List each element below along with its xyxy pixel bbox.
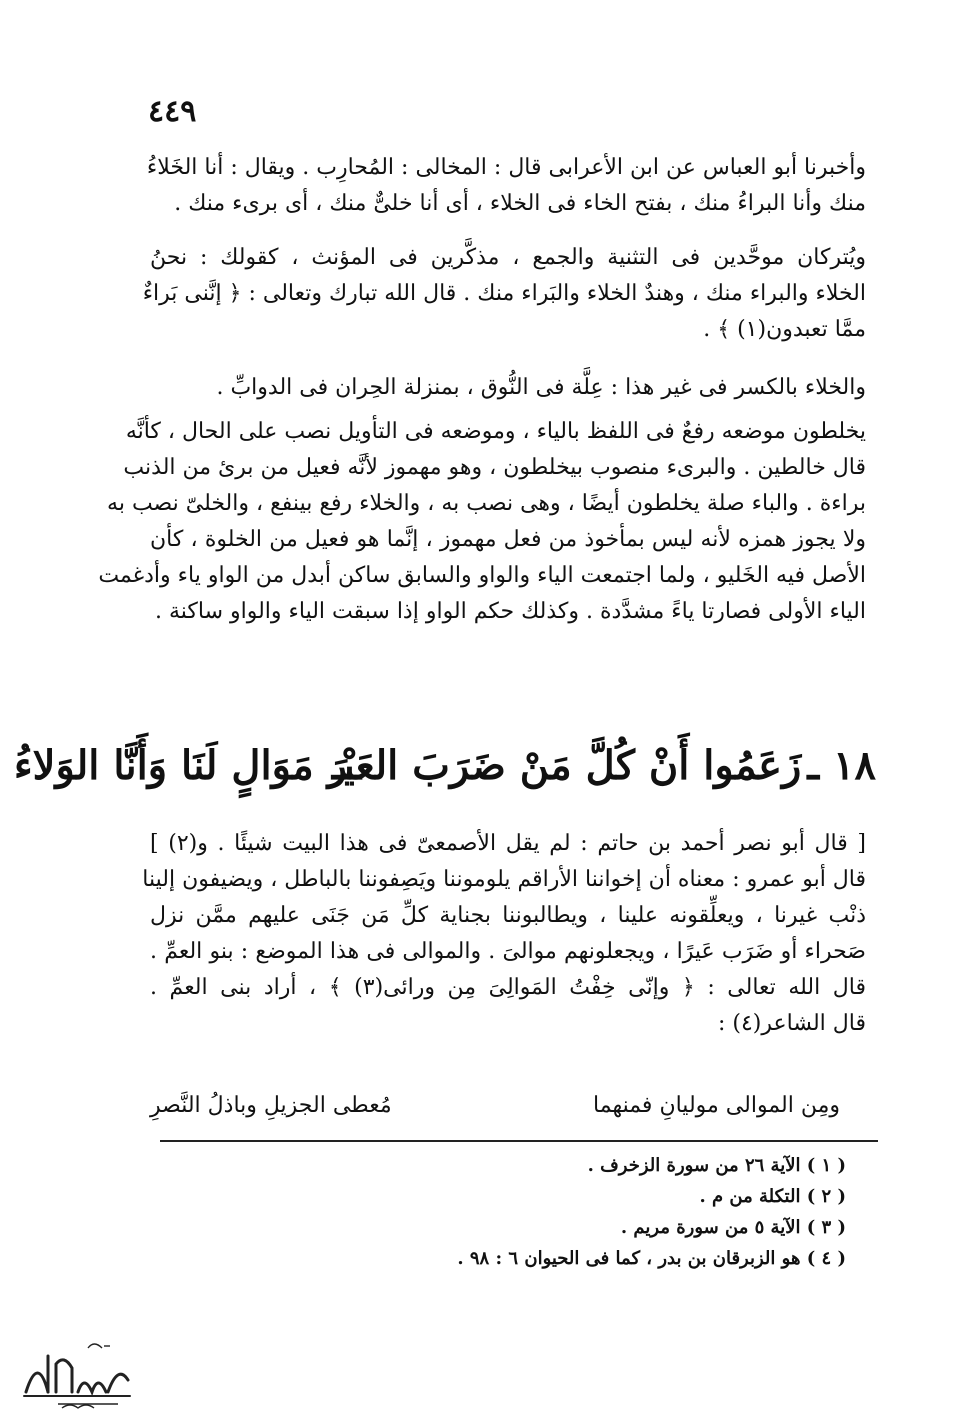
paragraph [150, 370, 866, 406]
paragraph [98, 414, 866, 630]
text-line: الأصل فيه الخَليو ، ولما اجتمعت الياء والواو والسابق ساكن أبدل من الواو ياء وأدغمت [98, 563, 866, 588]
library-stamp-logo [18, 1334, 136, 1412]
paragraph [142, 240, 866, 348]
verse-second-hemistich: ـرَ مَوَالٍ لَنَا وَأَنَّا الوَلاءُ [13, 742, 362, 789]
footnote: ( ٤ ) هو الزبرقان بن بدر ، كما فى الحيوان ٦ : ٩٨ . [457, 1248, 846, 1269]
quoted-poem-line [150, 1086, 840, 1126]
poem-second-hemistich: مُعطى الجزيلِ وباذلُ النَّصرِ [150, 1093, 392, 1118]
footnote: ( ٢ ) التكلة من م . [699, 1186, 846, 1207]
text-line: قال أبو عمرو : معناه أن إخواننا الأراقم يلوموننا ويَصِفوننا بالباطل ، ويضيفون إلينا [142, 867, 866, 892]
text-line: قال الشاعر(٤) : [717, 1011, 866, 1036]
text-line: ذنْب غيرنا ، ويعلِّقونه علينا ، ويطالبوننا بجناية كلِّ مَن جَنَى عليهم ممَّن نزل [150, 903, 866, 928]
text-line: الياء الأولى فصارتا ياءً مشدَّدة . وكذلك حكم الواو إذا سبقت الياء والواو ساكنة . [154, 599, 866, 624]
paragraph [146, 150, 866, 222]
text-line: قال خالطين . والبرىء منصوب بيخلطون ، وهو مهموز لأنَّه فعيل من برئ من الذنب [123, 455, 866, 480]
text-line: براءة . والباء صلة يخلطون أيضًا ، وهى نصب به ، والخلاء رفع بينفع ، والخلىّ نصب به [107, 491, 866, 516]
verse-number: ١٨ ـ [807, 742, 876, 789]
text-line: وأخبرنا أبو العباس عن ابن الأعرابى قال : المخالى : المُحارِب . ويقال : أنا الخَلاءُ [146, 155, 866, 180]
text-line: صَحراء أو ضَرَب عَيرًا ، ويجعلونهم موالىَ . والموالى فى هذا الموضع : بنو العمِّ . [150, 939, 866, 964]
text-line: والخلاء بالكسر فى غير هذا : عِلَّة فى النُّوق ، بمنزلة الحِران فى الدوابِّ . [216, 375, 866, 400]
footnote: ( ٣ ) الآية ٥ من سورة مريم . [620, 1217, 846, 1238]
poetry-verse [13, 736, 876, 796]
page-number: ٤٤٩ [148, 94, 197, 129]
text-line: ولا يجوز همزه لأنه ليس بمأخوذ من فعل مهموز ، إنَّما هو فعيل من الخلوة ، كأن [150, 527, 866, 552]
text-line: ممَّا تعبدون(١) ﴾ . [703, 317, 866, 342]
text-line: منك وأنا البراءُ منك ، بفتح الخاء فى الخلاء ، أى أنا خلىٌّ منك ، أى برىء منك . [174, 191, 866, 216]
text-line: قال الله تعالى : ﴿ وإنّى خِفْتُ المَوالِىَ مِن ورائى(٣) ﴾ ، أراد بنى العمِّ . [150, 975, 867, 1000]
verse-first-hemistich: زَعَمُوا أَنْ كُلَّ مَنْ ضَرَبَ العَيْـ [331, 742, 802, 789]
text-line: الخلاء والبراء منك ، وهندٌ الخلاء والبَراء منك . قال الله تبارك وتعالى : ﴿ إنَّنى بَراءٌ [142, 281, 866, 306]
footnotes [400, 1150, 846, 1274]
text-line: ويُتركان موحَّدين فى التثنية والجمع ، مذكَّرين فى المؤنث ، كقولك : نحنُ [150, 245, 866, 270]
footnote: ( ١ ) الآية ٢٦ من سورة الزخرف . [587, 1155, 846, 1176]
verse-commentary [142, 826, 867, 1042]
text-line: يخلطون موضعه رفعٌ فى اللفظ بالياء ، وموضعه فى التأويل نصب على الحال ، كأنَّه [125, 419, 866, 444]
footnote-divider [160, 1140, 878, 1142]
text-line: [ قال أبو نصر أحمد بن حاتم : لم يقل الأصمعىّ فى هذا البيت شيئًا . و(٢) ] [150, 831, 866, 856]
body-text [98, 150, 866, 630]
poem-first-hemistich: ومِن الموالى موليانِ فمنهما [593, 1093, 840, 1118]
